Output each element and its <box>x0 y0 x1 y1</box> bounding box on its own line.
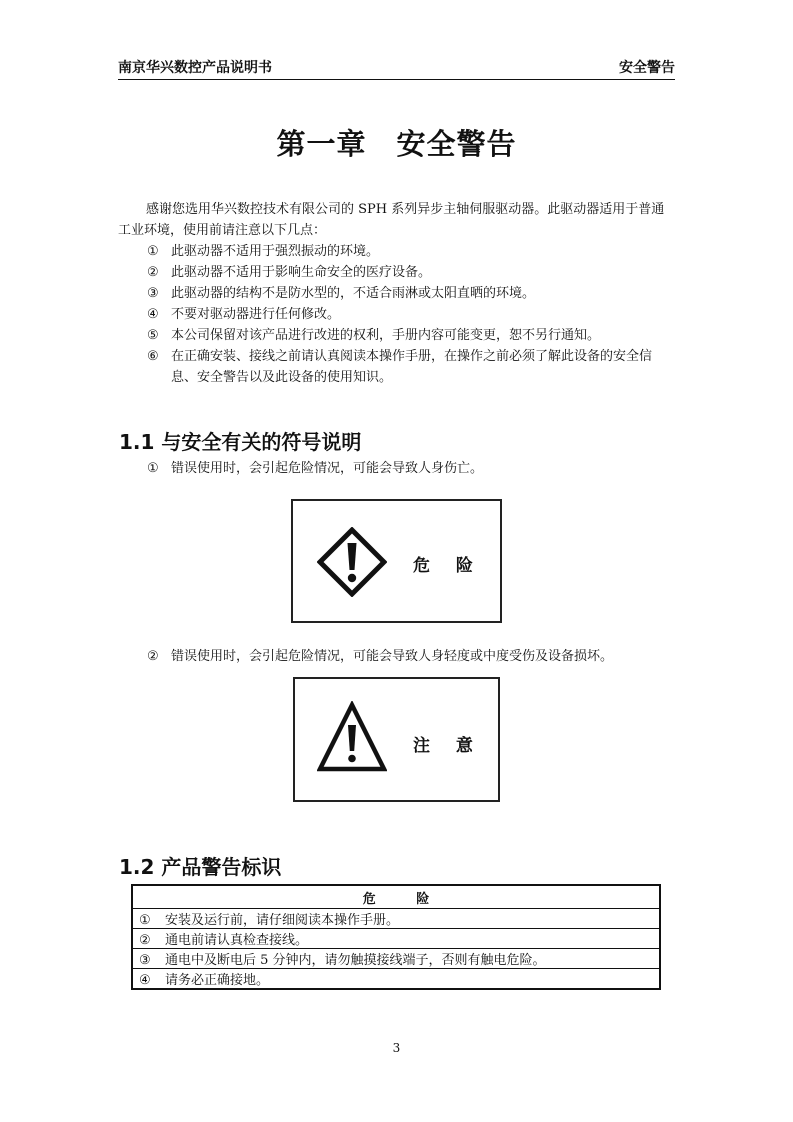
item-text: 此驱动器不适用于影响生命安全的医疗设备。 <box>171 265 432 280</box>
table-cell <box>132 969 660 990</box>
item-text: 错误使用时，会引起危险情况，可能会导致人身轻度或中度受伤及设备损坏。 <box>171 649 614 664</box>
item-text: 此驱动器的结构不是防水型的，不适合雨淋或太阳直晒的环境。 <box>171 286 536 301</box>
table-row <box>132 909 660 929</box>
item-number: ② <box>139 933 151 948</box>
list-item <box>147 346 675 388</box>
caution-note <box>147 646 613 667</box>
item-number: ④ <box>147 307 159 322</box>
header-chapter-name: 安全警告 <box>619 60 675 76</box>
item-number: ① <box>147 244 159 259</box>
table-header-row <box>132 885 660 909</box>
item-text: 不要对驱动器进行任何修改。 <box>171 307 341 322</box>
intro-paragraph: 感谢您选用华兴数控技术有限公司的 SPH 系列异步主轴伺服驱动器。此驱动器适用于普通工业环境，使用前请注意以下几点： <box>118 202 665 238</box>
item-number: ⑥ <box>147 349 159 364</box>
list-item <box>147 325 675 346</box>
item-text: 请务必正确接地。 <box>165 973 270 988</box>
list-item <box>147 241 675 262</box>
danger-diamond-icon <box>317 527 387 597</box>
item-number: ② <box>147 649 159 664</box>
intro-section <box>118 199 675 241</box>
item-text: 本公司保留对该产品进行改进的权利，手册内容可能变更，恕不另行通知。 <box>171 328 601 343</box>
item-number: ① <box>139 913 151 928</box>
header-rule <box>118 79 675 80</box>
item-number: ⑤ <box>147 328 159 343</box>
danger-sign-label: 危 险 <box>413 556 473 576</box>
caution-triangle-icon <box>317 701 387 773</box>
danger-sign <box>291 499 502 623</box>
page-header <box>118 57 675 79</box>
table-cell <box>132 929 660 949</box>
item-text: 在正确安装、接线之前请认真阅读本操作手册，在操作之前必须了解此设备的安全信息、安全警告以及此设备的使用知识。 <box>171 349 653 385</box>
item-number: ② <box>147 265 159 280</box>
item-number: ④ <box>139 973 151 988</box>
item-text: 通电前请认真检查接线。 <box>165 933 309 948</box>
table-row <box>132 969 660 990</box>
page-number: 3 <box>392 1041 401 1055</box>
section-heading-1-1: 1.1 与安全有关的符号说明 <box>119 430 362 454</box>
item-text: 此驱动器不适用于强烈振动的环境。 <box>171 244 380 259</box>
product-warning-table <box>131 884 661 990</box>
table-row <box>132 929 660 949</box>
danger-note <box>147 458 483 479</box>
section-heading-1-2: 1.2 产品警告标识 <box>119 855 282 879</box>
caution-sign-label: 注 意 <box>413 736 473 756</box>
item-text: 通电中及断电后 5 分钟内，请勿触摸接线端子，否则有触电危险。 <box>165 953 546 968</box>
item-number: ③ <box>147 286 159 301</box>
table-cell <box>132 949 660 969</box>
item-text: 安装及运行前，请仔细阅读本操作手册。 <box>165 913 400 928</box>
list-item <box>147 304 675 325</box>
intro-list <box>147 241 675 388</box>
chapter-title: 第一章 安全警告 <box>276 127 517 161</box>
item-text: 错误使用时，会引起危险情况，可能会导致人身伤亡。 <box>171 461 484 476</box>
list-item <box>147 262 675 283</box>
table-header: 危 险 <box>132 885 660 909</box>
list-item <box>147 283 675 304</box>
table-cell <box>132 909 660 929</box>
caution-sign <box>293 677 500 802</box>
item-number: ③ <box>139 953 151 968</box>
header-doc-title: 南京华兴数控产品说明书 <box>118 60 272 76</box>
item-number: ① <box>147 461 159 476</box>
table-row <box>132 949 660 969</box>
